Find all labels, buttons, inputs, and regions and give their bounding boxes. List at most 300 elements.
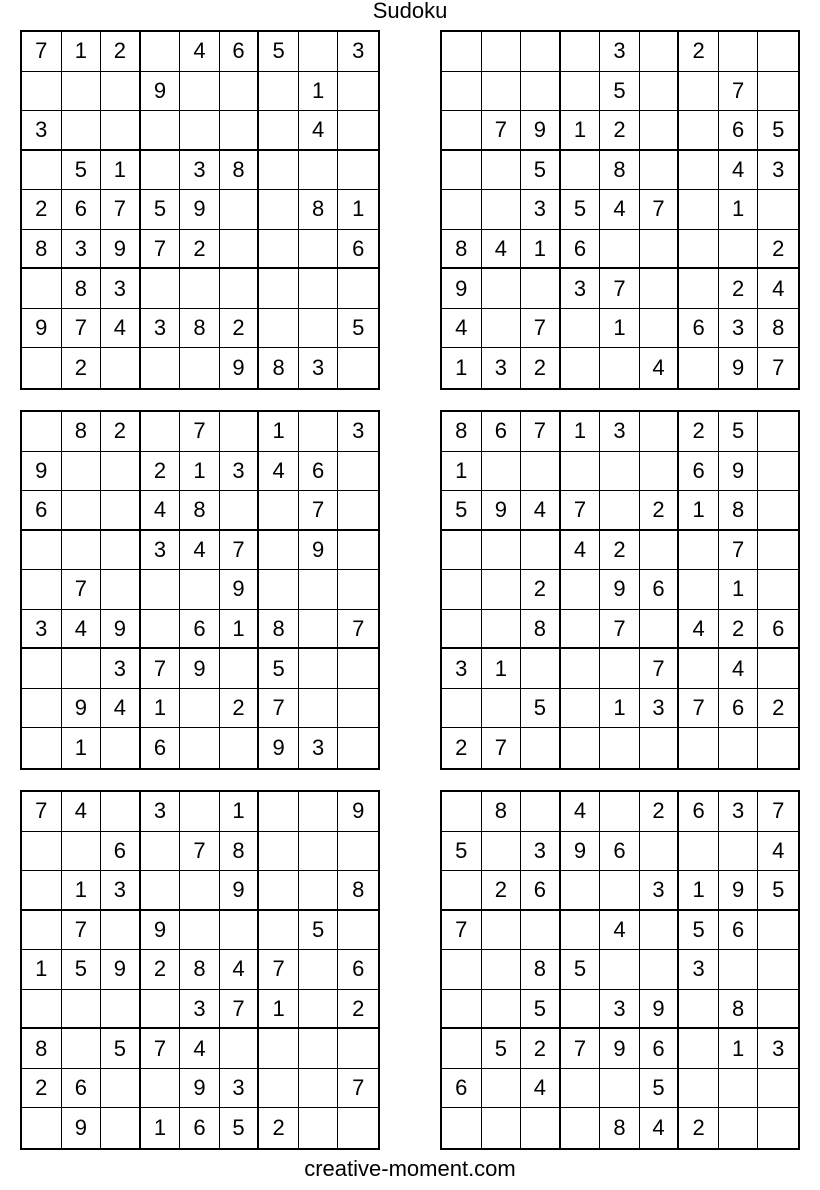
sudoku-cell[interactable]: 2 [101, 32, 141, 72]
sudoku-cell[interactable] [482, 531, 522, 571]
sudoku-cell[interactable] [600, 792, 640, 832]
sudoku-cell[interactable] [758, 491, 798, 531]
sudoku-cell[interactable] [62, 649, 102, 689]
sudoku-cell[interactable] [521, 269, 561, 309]
sudoku-cell[interactable]: 3 [640, 871, 680, 911]
sudoku-cell[interactable]: 3 [220, 452, 260, 492]
sudoku-cell[interactable]: 3 [299, 348, 339, 388]
sudoku-cell[interactable] [101, 348, 141, 388]
sudoku-cell[interactable] [62, 111, 102, 151]
sudoku-cell[interactable]: 3 [600, 412, 640, 452]
sudoku-cell[interactable]: 1 [62, 871, 102, 911]
sudoku-cell[interactable]: 5 [62, 151, 102, 191]
sudoku-cell[interactable] [180, 111, 220, 151]
sudoku-cell[interactable]: 2 [679, 412, 719, 452]
sudoku-cell[interactable] [679, 649, 719, 689]
sudoku-cell[interactable] [22, 72, 62, 112]
sudoku-cell[interactable] [719, 950, 759, 990]
sudoku-cell[interactable]: 7 [62, 570, 102, 610]
sudoku-cell[interactable] [299, 832, 339, 872]
sudoku-cell[interactable]: 2 [442, 728, 482, 768]
sudoku-cell[interactable]: 8 [442, 412, 482, 452]
sudoku-cell[interactable]: 3 [180, 990, 220, 1030]
sudoku-cell[interactable]: 4 [259, 452, 299, 492]
sudoku-cell[interactable]: 6 [62, 190, 102, 230]
sudoku-cell[interactable] [299, 1029, 339, 1069]
sudoku-cell[interactable]: 2 [141, 950, 181, 990]
sudoku-cell[interactable]: 7 [482, 111, 522, 151]
sudoku-cell[interactable]: 2 [482, 871, 522, 911]
sudoku-cell[interactable] [679, 1069, 719, 1109]
sudoku-cell[interactable] [338, 491, 378, 531]
sudoku-cell[interactable] [679, 990, 719, 1030]
sudoku-cell[interactable]: 6 [141, 728, 181, 768]
sudoku-cell[interactable]: 8 [482, 792, 522, 832]
sudoku-cell[interactable]: 7 [758, 792, 798, 832]
sudoku-cell[interactable]: 4 [719, 649, 759, 689]
sudoku-cell[interactable] [259, 491, 299, 531]
sudoku-cell[interactable]: 8 [600, 1108, 640, 1148]
sudoku-cell[interactable]: 1 [62, 728, 102, 768]
sudoku-cell[interactable] [561, 570, 601, 610]
sudoku-cell[interactable] [259, 911, 299, 951]
sudoku-cell[interactable]: 9 [259, 728, 299, 768]
sudoku-cell[interactable]: 8 [180, 950, 220, 990]
sudoku-cell[interactable] [101, 491, 141, 531]
sudoku-cell[interactable]: 8 [259, 610, 299, 650]
sudoku-cell[interactable] [758, 728, 798, 768]
sudoku-cell[interactable]: 4 [180, 531, 220, 571]
sudoku-cell[interactable]: 9 [22, 452, 62, 492]
sudoku-cell[interactable]: 3 [299, 728, 339, 768]
sudoku-cell[interactable]: 8 [521, 610, 561, 650]
sudoku-cell[interactable] [482, 950, 522, 990]
sudoku-cell[interactable]: 2 [679, 32, 719, 72]
sudoku-cell[interactable]: 2 [719, 269, 759, 309]
sudoku-cell[interactable] [600, 1069, 640, 1109]
sudoku-cell[interactable] [101, 1108, 141, 1148]
sudoku-cell[interactable]: 7 [640, 649, 680, 689]
sudoku-cell[interactable]: 6 [561, 230, 601, 270]
sudoku-cell[interactable]: 5 [338, 309, 378, 349]
sudoku-cell[interactable] [299, 1108, 339, 1148]
sudoku-cell[interactable]: 2 [758, 689, 798, 729]
sudoku-cell[interactable]: 7 [220, 990, 260, 1030]
sudoku-cell[interactable] [141, 269, 181, 309]
sudoku-cell[interactable]: 9 [561, 832, 601, 872]
sudoku-cell[interactable]: 7 [259, 950, 299, 990]
sudoku-cell[interactable] [259, 309, 299, 349]
sudoku-cell[interactable]: 4 [600, 190, 640, 230]
sudoku-cell[interactable] [482, 190, 522, 230]
sudoku-cell[interactable]: 1 [679, 871, 719, 911]
sudoku-cell[interactable]: 9 [220, 570, 260, 610]
sudoku-cell[interactable] [442, 72, 482, 112]
sudoku-cell[interactable] [561, 911, 601, 951]
sudoku-cell[interactable]: 3 [22, 610, 62, 650]
sudoku-cell[interactable]: 6 [62, 1069, 102, 1109]
sudoku-cell[interactable] [758, 1108, 798, 1148]
sudoku-cell[interactable] [719, 832, 759, 872]
sudoku-cell[interactable] [719, 230, 759, 270]
sudoku-cell[interactable]: 6 [679, 792, 719, 832]
sudoku-cell[interactable] [101, 531, 141, 571]
sudoku-cell[interactable] [259, 1069, 299, 1109]
sudoku-cell[interactable] [220, 111, 260, 151]
sudoku-cell[interactable] [299, 309, 339, 349]
sudoku-cell[interactable]: 1 [22, 950, 62, 990]
sudoku-cell[interactable]: 8 [62, 269, 102, 309]
sudoku-cell[interactable]: 2 [600, 531, 640, 571]
sudoku-cell[interactable] [299, 649, 339, 689]
sudoku-cell[interactable] [719, 32, 759, 72]
sudoku-cell[interactable] [679, 348, 719, 388]
sudoku-cell[interactable] [259, 1029, 299, 1069]
sudoku-cell[interactable] [259, 871, 299, 911]
sudoku-cell[interactable] [758, 950, 798, 990]
sudoku-cell[interactable]: 9 [521, 111, 561, 151]
sudoku-cell[interactable] [299, 950, 339, 990]
sudoku-cell[interactable]: 4 [62, 792, 102, 832]
sudoku-cell[interactable]: 6 [719, 911, 759, 951]
sudoku-cell[interactable]: 9 [482, 491, 522, 531]
sudoku-cell[interactable]: 3 [600, 990, 640, 1030]
sudoku-cell[interactable]: 8 [220, 151, 260, 191]
sudoku-cell[interactable]: 4 [482, 230, 522, 270]
sudoku-cell[interactable] [299, 1069, 339, 1109]
sudoku-cell[interactable] [101, 911, 141, 951]
sudoku-cell[interactable]: 1 [338, 190, 378, 230]
sudoku-cell[interactable]: 9 [180, 649, 220, 689]
sudoku-cell[interactable]: 1 [259, 412, 299, 452]
sudoku-cell[interactable] [521, 728, 561, 768]
sudoku-cell[interactable]: 8 [338, 871, 378, 911]
sudoku-cell[interactable] [259, 111, 299, 151]
sudoku-cell[interactable] [482, 269, 522, 309]
sudoku-cell[interactable] [758, 72, 798, 112]
sudoku-cell[interactable] [442, 1029, 482, 1069]
sudoku-cell[interactable] [561, 649, 601, 689]
sudoku-cell[interactable]: 8 [600, 151, 640, 191]
sudoku-cell[interactable]: 3 [758, 1029, 798, 1069]
sudoku-cell[interactable]: 4 [679, 610, 719, 650]
sudoku-cell[interactable] [62, 491, 102, 531]
sudoku-cell[interactable] [640, 151, 680, 191]
sudoku-cell[interactable] [640, 111, 680, 151]
sudoku-cell[interactable]: 3 [561, 269, 601, 309]
sudoku-cell[interactable] [482, 570, 522, 610]
sudoku-cell[interactable]: 7 [259, 689, 299, 729]
sudoku-cell[interactable]: 9 [101, 230, 141, 270]
sudoku-cell[interactable]: 3 [600, 32, 640, 72]
sudoku-cell[interactable]: 6 [600, 832, 640, 872]
sudoku-cell[interactable]: 7 [180, 832, 220, 872]
sudoku-cell[interactable]: 2 [600, 111, 640, 151]
sudoku-cell[interactable] [482, 911, 522, 951]
sudoku-cell[interactable]: 2 [338, 990, 378, 1030]
sudoku-cell[interactable] [640, 950, 680, 990]
sudoku-cell[interactable] [22, 348, 62, 388]
sudoku-cell[interactable] [600, 950, 640, 990]
sudoku-cell[interactable]: 8 [521, 950, 561, 990]
sudoku-cell[interactable]: 4 [101, 689, 141, 729]
sudoku-cell[interactable] [679, 72, 719, 112]
sudoku-cell[interactable] [22, 151, 62, 191]
sudoku-cell[interactable] [521, 792, 561, 832]
sudoku-cell[interactable] [101, 1069, 141, 1109]
sudoku-cell[interactable]: 1 [719, 570, 759, 610]
sudoku-cell[interactable] [640, 531, 680, 571]
sudoku-cell[interactable] [521, 531, 561, 571]
sudoku-cell[interactable] [679, 111, 719, 151]
sudoku-cell[interactable] [521, 1108, 561, 1148]
sudoku-cell[interactable]: 5 [442, 491, 482, 531]
sudoku-cell[interactable] [259, 570, 299, 610]
sudoku-cell[interactable] [679, 832, 719, 872]
sudoku-cell[interactable]: 6 [719, 689, 759, 729]
sudoku-cell[interactable]: 5 [719, 412, 759, 452]
sudoku-cell[interactable] [482, 990, 522, 1030]
sudoku-cell[interactable] [259, 792, 299, 832]
sudoku-cell[interactable]: 7 [338, 1069, 378, 1109]
sudoku-cell[interactable]: 3 [338, 412, 378, 452]
sudoku-cell[interactable] [561, 1108, 601, 1148]
sudoku-cell[interactable] [299, 32, 339, 72]
sudoku-cell[interactable] [521, 72, 561, 112]
sudoku-cell[interactable] [561, 72, 601, 112]
sudoku-cell[interactable]: 5 [521, 689, 561, 729]
sudoku-cell[interactable] [758, 412, 798, 452]
sudoku-cell[interactable] [561, 348, 601, 388]
sudoku-cell[interactable] [299, 610, 339, 650]
sudoku-cell[interactable]: 6 [679, 452, 719, 492]
sudoku-cell[interactable]: 3 [180, 151, 220, 191]
sudoku-cell[interactable] [719, 1069, 759, 1109]
sudoku-cell[interactable]: 5 [561, 950, 601, 990]
sudoku-cell[interactable]: 9 [719, 348, 759, 388]
sudoku-cell[interactable]: 4 [640, 1108, 680, 1148]
sudoku-cell[interactable] [141, 1069, 181, 1109]
sudoku-cell[interactable]: 8 [719, 990, 759, 1030]
sudoku-cell[interactable] [640, 452, 680, 492]
sudoku-cell[interactable] [62, 531, 102, 571]
sudoku-cell[interactable]: 4 [442, 309, 482, 349]
sudoku-cell[interactable] [299, 990, 339, 1030]
sudoku-cell[interactable] [141, 871, 181, 911]
sudoku-cell[interactable]: 3 [640, 689, 680, 729]
sudoku-cell[interactable]: 3 [101, 649, 141, 689]
sudoku-cell[interactable]: 1 [521, 230, 561, 270]
sudoku-cell[interactable]: 5 [220, 1108, 260, 1148]
sudoku-cell[interactable] [299, 230, 339, 270]
sudoku-cell[interactable] [679, 190, 719, 230]
sudoku-cell[interactable]: 5 [259, 649, 299, 689]
sudoku-cell[interactable] [180, 269, 220, 309]
sudoku-cell[interactable] [600, 348, 640, 388]
sudoku-cell[interactable] [758, 452, 798, 492]
sudoku-cell[interactable]: 1 [299, 72, 339, 112]
sudoku-cell[interactable]: 1 [442, 452, 482, 492]
sudoku-cell[interactable] [561, 452, 601, 492]
sudoku-cell[interactable]: 6 [338, 950, 378, 990]
sudoku-cell[interactable]: 4 [719, 151, 759, 191]
sudoku-cell[interactable]: 7 [22, 32, 62, 72]
sudoku-cell[interactable]: 1 [719, 1029, 759, 1069]
sudoku-cell[interactable]: 4 [600, 911, 640, 951]
sudoku-cell[interactable] [299, 570, 339, 610]
sudoku-cell[interactable] [758, 531, 798, 571]
sudoku-cell[interactable]: 3 [719, 792, 759, 832]
sudoku-cell[interactable] [600, 230, 640, 270]
sudoku-cell[interactable]: 4 [758, 269, 798, 309]
sudoku-cell[interactable]: 5 [640, 1069, 680, 1109]
sudoku-cell[interactable]: 9 [600, 1029, 640, 1069]
sudoku-cell[interactable] [220, 190, 260, 230]
sudoku-cell[interactable]: 4 [299, 111, 339, 151]
sudoku-cell[interactable]: 2 [62, 348, 102, 388]
sudoku-cell[interactable]: 9 [62, 689, 102, 729]
sudoku-cell[interactable]: 7 [719, 72, 759, 112]
sudoku-cell[interactable]: 5 [259, 32, 299, 72]
sudoku-cell[interactable] [758, 649, 798, 689]
sudoku-cell[interactable]: 7 [561, 1029, 601, 1069]
sudoku-cell[interactable]: 7 [482, 728, 522, 768]
sudoku-cell[interactable]: 9 [299, 531, 339, 571]
sudoku-cell[interactable] [482, 832, 522, 872]
sudoku-cell[interactable] [259, 230, 299, 270]
sudoku-cell[interactable] [180, 570, 220, 610]
sudoku-cell[interactable] [758, 32, 798, 72]
sudoku-cell[interactable] [561, 728, 601, 768]
sudoku-cell[interactable]: 2 [259, 1108, 299, 1148]
sudoku-cell[interactable] [259, 531, 299, 571]
sudoku-cell[interactable]: 3 [101, 269, 141, 309]
sudoku-cell[interactable] [758, 190, 798, 230]
sudoku-cell[interactable] [442, 190, 482, 230]
sudoku-cell[interactable]: 4 [180, 32, 220, 72]
sudoku-cell[interactable] [62, 990, 102, 1030]
sudoku-cell[interactable]: 4 [640, 348, 680, 388]
sudoku-cell[interactable] [22, 649, 62, 689]
sudoku-cell[interactable]: 5 [758, 871, 798, 911]
sudoku-cell[interactable]: 9 [719, 452, 759, 492]
sudoku-cell[interactable]: 1 [259, 990, 299, 1030]
sudoku-cell[interactable] [758, 1069, 798, 1109]
sudoku-cell[interactable] [259, 72, 299, 112]
sudoku-cell[interactable] [220, 72, 260, 112]
sudoku-cell[interactable]: 3 [338, 32, 378, 72]
sudoku-cell[interactable]: 2 [640, 491, 680, 531]
sudoku-cell[interactable] [442, 689, 482, 729]
sudoku-cell[interactable] [442, 610, 482, 650]
sudoku-cell[interactable]: 8 [758, 309, 798, 349]
sudoku-cell[interactable]: 4 [758, 832, 798, 872]
sudoku-cell[interactable] [299, 792, 339, 832]
sudoku-cell[interactable] [338, 689, 378, 729]
sudoku-cell[interactable] [338, 72, 378, 112]
sudoku-cell[interactable] [101, 452, 141, 492]
sudoku-cell[interactable]: 8 [62, 412, 102, 452]
sudoku-cell[interactable]: 2 [22, 190, 62, 230]
sudoku-cell[interactable] [101, 728, 141, 768]
sudoku-cell[interactable] [220, 230, 260, 270]
sudoku-cell[interactable] [22, 412, 62, 452]
sudoku-cell[interactable] [338, 531, 378, 571]
sudoku-cell[interactable] [561, 309, 601, 349]
sudoku-cell[interactable] [220, 728, 260, 768]
sudoku-cell[interactable]: 9 [442, 269, 482, 309]
sudoku-cell[interactable]: 2 [141, 452, 181, 492]
sudoku-cell[interactable]: 7 [62, 911, 102, 951]
sudoku-cell[interactable] [442, 871, 482, 911]
sudoku-cell[interactable]: 4 [561, 531, 601, 571]
sudoku-cell[interactable] [22, 832, 62, 872]
sudoku-cell[interactable] [640, 728, 680, 768]
sudoku-cell[interactable]: 5 [561, 190, 601, 230]
sudoku-cell[interactable] [640, 911, 680, 951]
sudoku-cell[interactable] [338, 1029, 378, 1069]
sudoku-cell[interactable] [482, 151, 522, 191]
sudoku-cell[interactable] [22, 1108, 62, 1148]
sudoku-cell[interactable]: 6 [101, 832, 141, 872]
sudoku-cell[interactable]: 7 [338, 610, 378, 650]
sudoku-cell[interactable]: 7 [141, 1029, 181, 1069]
sudoku-cell[interactable] [482, 452, 522, 492]
sudoku-cell[interactable] [600, 491, 640, 531]
sudoku-cell[interactable] [442, 1108, 482, 1148]
sudoku-cell[interactable] [482, 1069, 522, 1109]
sudoku-cell[interactable] [220, 269, 260, 309]
sudoku-cell[interactable]: 7 [600, 269, 640, 309]
sudoku-cell[interactable]: 9 [180, 190, 220, 230]
sudoku-cell[interactable] [521, 649, 561, 689]
sudoku-cell[interactable] [220, 412, 260, 452]
sudoku-cell[interactable] [640, 32, 680, 72]
sudoku-cell[interactable]: 7 [220, 531, 260, 571]
sudoku-cell[interactable] [22, 990, 62, 1030]
sudoku-cell[interactable]: 6 [220, 32, 260, 72]
sudoku-cell[interactable]: 8 [259, 348, 299, 388]
sudoku-cell[interactable] [22, 689, 62, 729]
sudoku-cell[interactable] [259, 269, 299, 309]
sudoku-cell[interactable] [338, 111, 378, 151]
sudoku-cell[interactable]: 1 [442, 348, 482, 388]
sudoku-cell[interactable] [482, 32, 522, 72]
sudoku-cell[interactable] [482, 72, 522, 112]
sudoku-cell[interactable] [600, 452, 640, 492]
sudoku-cell[interactable]: 1 [561, 412, 601, 452]
sudoku-cell[interactable]: 2 [101, 412, 141, 452]
sudoku-cell[interactable] [640, 309, 680, 349]
sudoku-cell[interactable] [101, 792, 141, 832]
sudoku-cell[interactable] [338, 911, 378, 951]
sudoku-cell[interactable] [141, 412, 181, 452]
sudoku-cell[interactable] [640, 269, 680, 309]
sudoku-cell[interactable]: 8 [22, 1029, 62, 1069]
sudoku-cell[interactable]: 2 [220, 689, 260, 729]
sudoku-cell[interactable]: 7 [521, 309, 561, 349]
sudoku-cell[interactable]: 3 [758, 151, 798, 191]
sudoku-cell[interactable] [600, 871, 640, 911]
sudoku-cell[interactable] [758, 570, 798, 610]
sudoku-cell[interactable] [141, 990, 181, 1030]
sudoku-cell[interactable] [141, 348, 181, 388]
sudoku-cell[interactable] [220, 649, 260, 689]
sudoku-cell[interactable]: 6 [338, 230, 378, 270]
sudoku-cell[interactable]: 3 [679, 950, 719, 990]
sudoku-cell[interactable] [758, 990, 798, 1030]
sudoku-cell[interactable] [141, 610, 181, 650]
